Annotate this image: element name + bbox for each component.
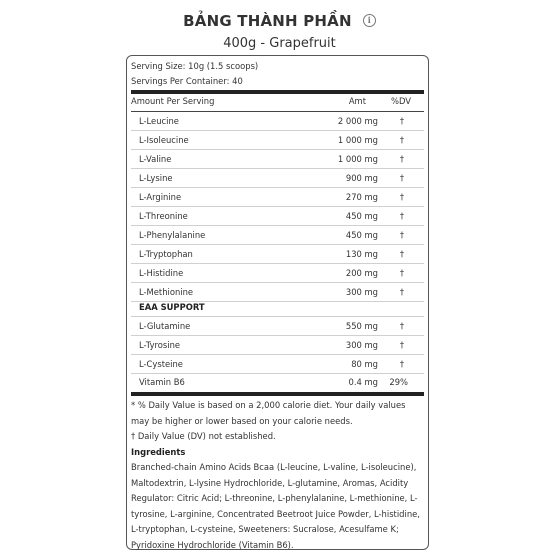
table-row xyxy=(131,112,424,131)
divider-thick-bottom xyxy=(131,392,424,396)
table-row xyxy=(131,264,424,283)
nutrient-dv: † xyxy=(399,173,404,183)
nutrient-name: L-Lysine xyxy=(139,173,173,183)
nutrient-dv: † xyxy=(399,287,404,297)
col-amt: Amt xyxy=(348,96,366,106)
nutrient-dv: † xyxy=(399,340,404,350)
page-title: BẢNG THÀNH PHẦN xyxy=(183,12,352,30)
supplement-facts-panel xyxy=(126,55,429,550)
nutrient-name: L-Tryptophan xyxy=(139,249,193,259)
table-row xyxy=(131,317,424,336)
nutrient-amount: 300 mg xyxy=(345,287,378,297)
nutrient-name: L-Leucine xyxy=(139,116,179,126)
product-variant-subtitle: 400g - Grapefruit xyxy=(223,36,336,51)
daily-value-footnote: * % Daily Value is based on a 2,000 calorie diet. Your daily values may be higher or lower based on your calorie needs. xyxy=(131,400,406,426)
col-amount-per-serving: Amount Per Serving xyxy=(131,96,215,106)
table-row xyxy=(131,169,424,188)
nutrient-name: L-Methionine xyxy=(139,287,194,297)
nutrient-amount: 0.4 mg xyxy=(348,377,378,387)
nutrient-amount: 1 000 mg xyxy=(337,154,378,164)
table-row xyxy=(131,283,424,302)
nutrient-amount: 900 mg xyxy=(345,173,378,183)
ingredients-text: Branched-chain Amino Acids Bcaa (L-leucine, L-valine, L-isoleucine), Maltodextrin, L-lysine Hydrochloride, L-glutamine, Aromas, Acidity Regulator: Citric Acid; L-threonine, L-phenylalanine, L-methionine, L-tyrosine, L-arginine, Concentrated Beetroot Juice Powder, L-histidine, L-tryptophan, L-cysteine, Sweeteners: Sucralose, Acesulfame K; Pyridoxine Hydrochloride (Vitamin B6). xyxy=(131,462,420,550)
table-row xyxy=(131,226,424,245)
ingredients-heading: Ingredients xyxy=(131,447,186,457)
servings-per-container: Servings Per Container: 40 xyxy=(131,76,243,86)
table-row xyxy=(131,131,424,150)
nutrient-name: L-Cysteine xyxy=(139,359,183,369)
nutrient-amount: 300 mg xyxy=(345,340,378,350)
divider-thick xyxy=(131,90,424,94)
nutrient-name: L-Threonine xyxy=(139,211,188,221)
nutrient-dv: † xyxy=(399,321,404,331)
nutrient-amount: 80 mg xyxy=(351,359,378,369)
nutrient-dv: 29% xyxy=(389,377,408,387)
nutrient-amount: 450 mg xyxy=(345,230,378,240)
table-row-vitamin-b6 xyxy=(131,373,424,392)
info-icon[interactable]: i xyxy=(363,14,376,27)
nutrient-amount: 1 000 mg xyxy=(337,135,378,145)
nutrient-dv: † xyxy=(399,268,404,278)
nutrient-dv: † xyxy=(399,116,404,126)
nutrient-amount: 200 mg xyxy=(345,268,378,278)
nutrient-dv: † xyxy=(399,135,404,145)
nutrient-amount: 2 000 mg xyxy=(337,116,378,126)
table-row xyxy=(131,355,424,374)
nutrient-dv: † xyxy=(399,211,404,221)
table-row xyxy=(131,336,424,355)
table-row xyxy=(131,207,424,226)
nutrient-dv: † xyxy=(399,192,404,202)
nutrient-dv: † xyxy=(399,230,404,240)
nutrient-amount: 450 mg xyxy=(345,211,378,221)
nutrient-name: Vitamin B6 xyxy=(139,377,185,387)
nutrient-amount: 270 mg xyxy=(345,192,378,202)
dv-not-established-footnote: † Daily Value (DV) not established. xyxy=(131,431,276,441)
table-row xyxy=(131,245,424,264)
col-dv: %DV xyxy=(391,96,411,106)
nutrient-amount: 130 mg xyxy=(345,249,378,259)
nutrient-amount: 550 mg xyxy=(345,321,378,331)
title-row xyxy=(0,11,559,31)
nutrient-dv: † xyxy=(399,154,404,164)
nutrient-name: L-Phenylalanine xyxy=(139,230,206,240)
nutrient-dv: † xyxy=(399,359,404,369)
nutrient-name: L-Isoleucine xyxy=(139,135,189,145)
nutrient-dv: † xyxy=(399,249,404,259)
serving-size: Serving Size: 10g (1.5 scoops) xyxy=(131,61,259,71)
nutrient-name: L-Histidine xyxy=(139,268,184,278)
nutrient-name: L-Valine xyxy=(139,154,172,164)
nutrient-name: L-Glutamine xyxy=(139,321,191,331)
table-row xyxy=(131,150,424,169)
nutrient-name: L-Tyrosine xyxy=(139,340,181,350)
eaa-support-heading: EAA SUPPORT xyxy=(139,302,205,312)
nutrient-name: L-Arginine xyxy=(139,192,182,202)
table-row xyxy=(131,188,424,207)
